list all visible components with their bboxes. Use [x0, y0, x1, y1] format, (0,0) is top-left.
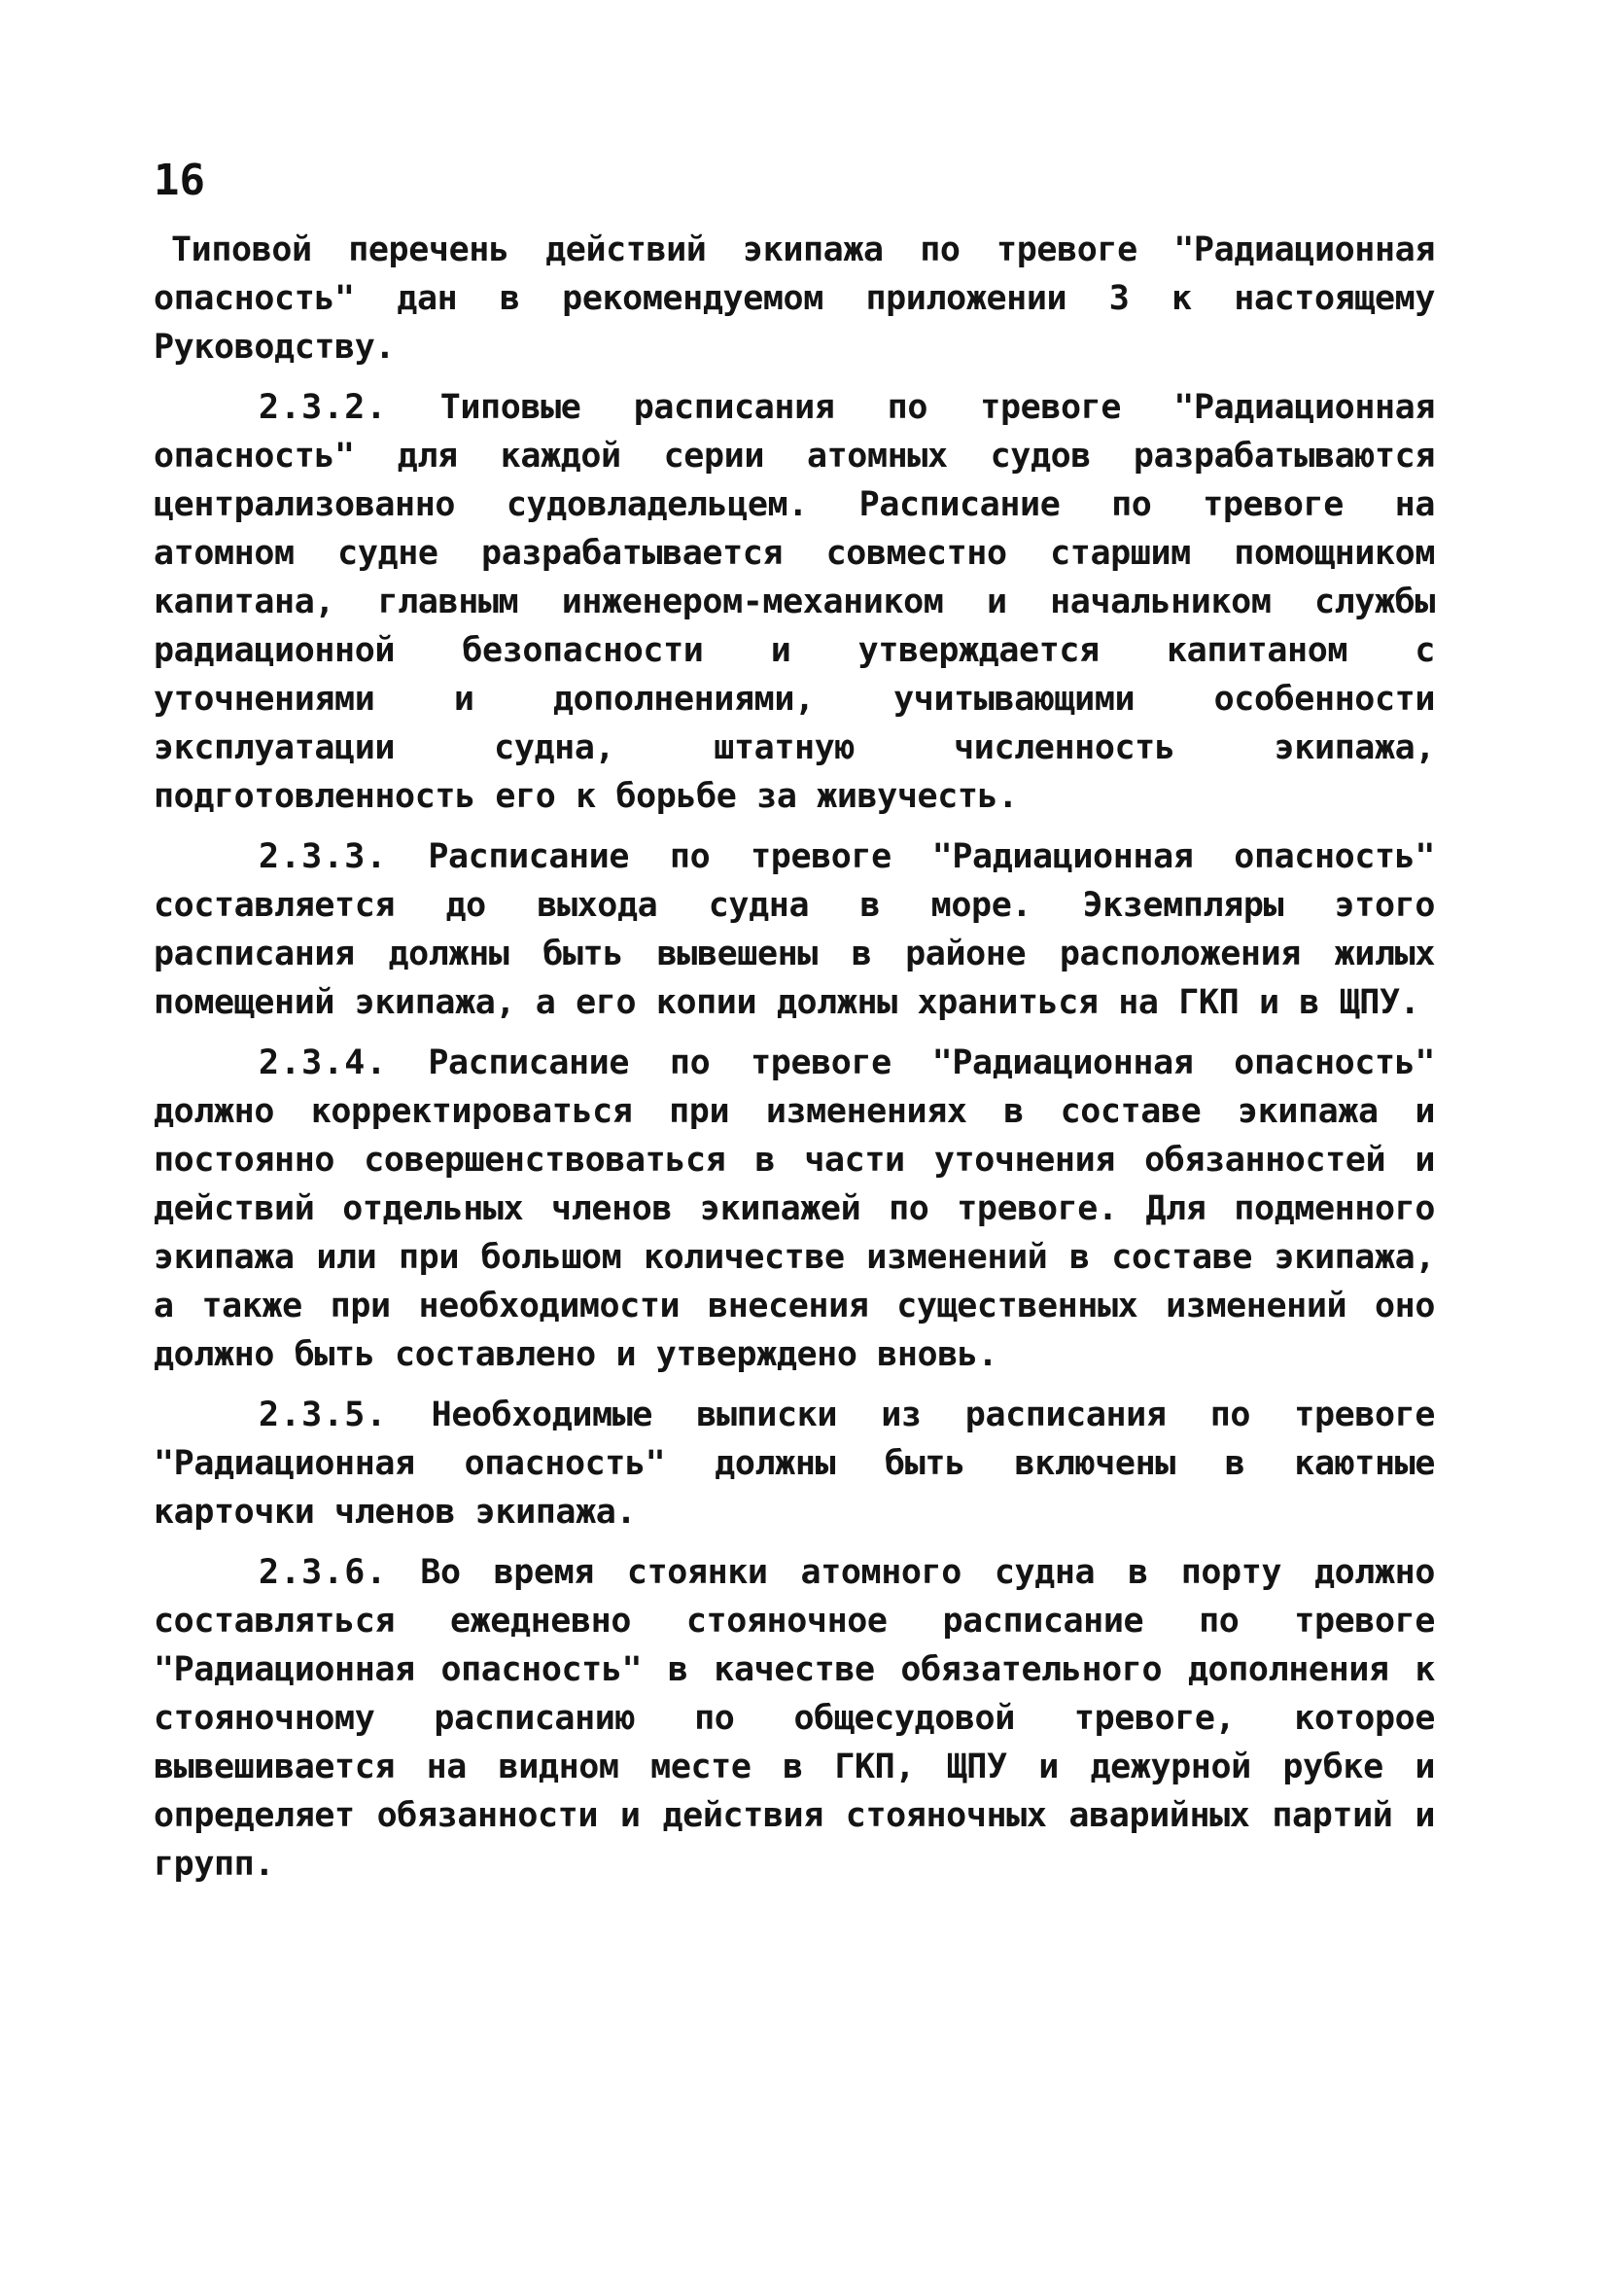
- paragraph-intro: [154, 226, 1435, 371]
- paragraph-2-3-4: [154, 1039, 1435, 1379]
- paragraph-text: Расписание по тревоге "Радиационная опасность" составляется до выхода судна в море. Экземпляры этого расписания должны быть вывешены в районе расположения жилых помещений экипажа, а его копии должны храниться на ГКП и в ЩПУ.: [154, 837, 1436, 1022]
- document-body: [154, 226, 1435, 1900]
- paragraph-2-3-2: [154, 383, 1435, 821]
- paragraph-text: Необходимые выписки из расписания по тревоге "Радиационная опасность" должны быть включены в каютные карточки членов экипажа.: [154, 1395, 1436, 1532]
- paragraph-text: Типовые расписания по тревоге "Радиационная опасность" для каждой серии атомных судов разрабатываются централизованно судовладельцем. Расписание по тревоге на атомном судне разрабатывается совместно старшим помощником капитана, главным инженером-механиком и начальником службы радиационной безопасности и утверждается капитаном с уточнениями и дополнениями, учитывающими особенности эксплуатации судна, штатную численность экипажа, подготовленность его к борьбе за живучесть.: [154, 388, 1436, 816]
- paragraph-number: 2.3.2.: [259, 388, 388, 427]
- paragraph-number: 2.3.3.: [259, 837, 388, 876]
- paragraph-text: Расписание по тревоге "Радиационная опасность" должно корректироваться при изменениях в составе экипажа и постоянно совершенствоваться в части уточнения обязанностей и действий отдельных членов экипажей по тревоге. Для подменного экипажа или при большом количестве изменений в составе экипажа, а также при необходимости внесения существенных изменений оно должно быть составлено и утверждено вновь.: [154, 1043, 1436, 1374]
- paragraph-2-3-6: [154, 1548, 1435, 1889]
- paragraph-2-3-3: [154, 832, 1435, 1027]
- paragraph-number: 2.3.6.: [259, 1553, 388, 1592]
- paragraph-2-3-5: [154, 1391, 1435, 1537]
- paragraph-text: Во время стоянки атомного судна в порту должно составляться ежедневно стояночное расписание по тревоге "Радиационная опасность" в качестве обязательного дополнения к стояночному расписанию по общесудовой тревоге, которое вывешивается на видном месте в ГКП, ЩПУ и дежурной рубке и определяет обязанности и действия стояночных аварийных партий и групп.: [154, 1553, 1435, 1884]
- paragraph-number: 2.3.5.: [259, 1395, 388, 1434]
- page-number: 16: [154, 156, 205, 205]
- paragraph-text: Типовой перечень действий экипажа по тревоге "Радиационная опасность" дан в рекомендуемом приложении 3 к настоящему Руководству.: [154, 230, 1435, 367]
- paragraph-number: 2.3.4.: [259, 1043, 388, 1082]
